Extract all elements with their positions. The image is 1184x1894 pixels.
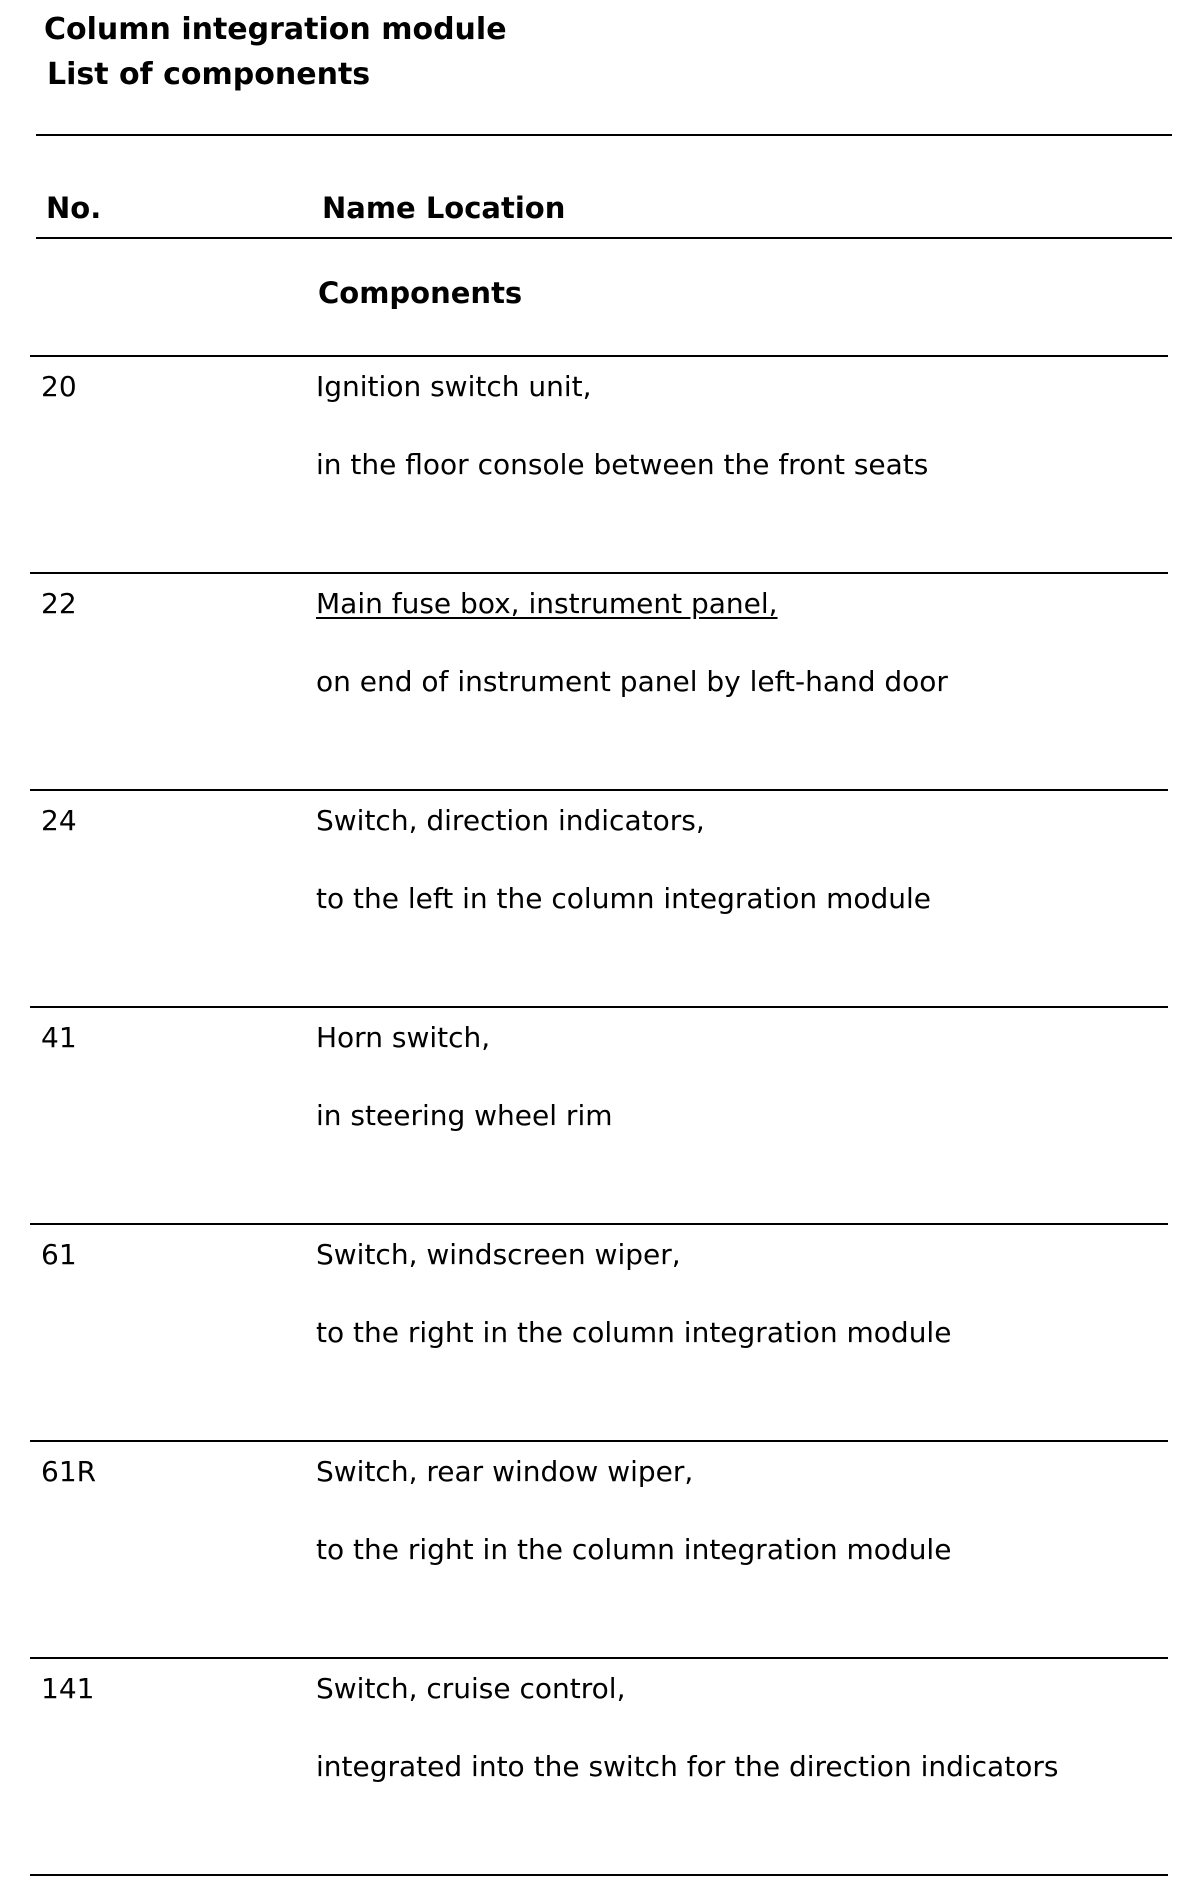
component-number: 24 bbox=[41, 804, 77, 837]
document-subtitle: List of components bbox=[47, 57, 371, 92]
section-label-components: Components bbox=[318, 276, 523, 310]
column-header-name-location: Name Location bbox=[322, 191, 566, 225]
component-name: Switch, windscreen wiper, bbox=[316, 1238, 681, 1271]
component-name: Switch, direction indicators, bbox=[316, 804, 705, 837]
table-row bbox=[0, 789, 1184, 1006]
component-number: 22 bbox=[41, 587, 77, 620]
table-row bbox=[0, 1440, 1184, 1657]
top-divider bbox=[36, 134, 1172, 136]
component-location: in the floor console between the front seats bbox=[316, 448, 929, 481]
row-divider bbox=[30, 572, 1168, 574]
table-row bbox=[0, 355, 1184, 572]
row-divider bbox=[30, 355, 1168, 357]
component-number: 41 bbox=[41, 1021, 77, 1054]
component-location: on end of instrument panel by left-hand door bbox=[316, 665, 948, 698]
component-name: Switch, cruise control, bbox=[316, 1672, 626, 1705]
table-row bbox=[0, 572, 1184, 789]
component-location: to the right in the column integration module bbox=[316, 1533, 952, 1566]
table-row bbox=[0, 1657, 1184, 1874]
row-divider bbox=[30, 1440, 1168, 1442]
row-divider bbox=[30, 1657, 1168, 1659]
component-name-link[interactable]: Main fuse box, instrument panel, bbox=[316, 587, 778, 620]
header-divider bbox=[36, 237, 1172, 239]
table-row bbox=[0, 1006, 1184, 1223]
component-number: 141 bbox=[41, 1672, 95, 1705]
component-name: Horn switch, bbox=[316, 1021, 491, 1054]
column-header-number: No. bbox=[46, 191, 102, 225]
row-divider bbox=[30, 789, 1168, 791]
component-number: 20 bbox=[41, 370, 77, 403]
component-name: Switch, rear window wiper, bbox=[316, 1455, 694, 1488]
row-divider bbox=[30, 1006, 1168, 1008]
component-location: integrated into the switch for the direction indicators bbox=[316, 1750, 1059, 1783]
document-title: Column integration module bbox=[44, 12, 507, 47]
component-location: to the right in the column integration module bbox=[316, 1316, 952, 1349]
table-row bbox=[0, 1223, 1184, 1440]
component-number: 61 bbox=[41, 1238, 77, 1271]
row-divider bbox=[30, 1223, 1168, 1225]
bottom-divider bbox=[30, 1874, 1168, 1876]
component-number: 61R bbox=[41, 1455, 97, 1488]
component-location: to the left in the column integration module bbox=[316, 882, 932, 915]
component-name: Ignition switch unit, bbox=[316, 370, 592, 403]
component-location: in steering wheel rim bbox=[316, 1099, 613, 1132]
